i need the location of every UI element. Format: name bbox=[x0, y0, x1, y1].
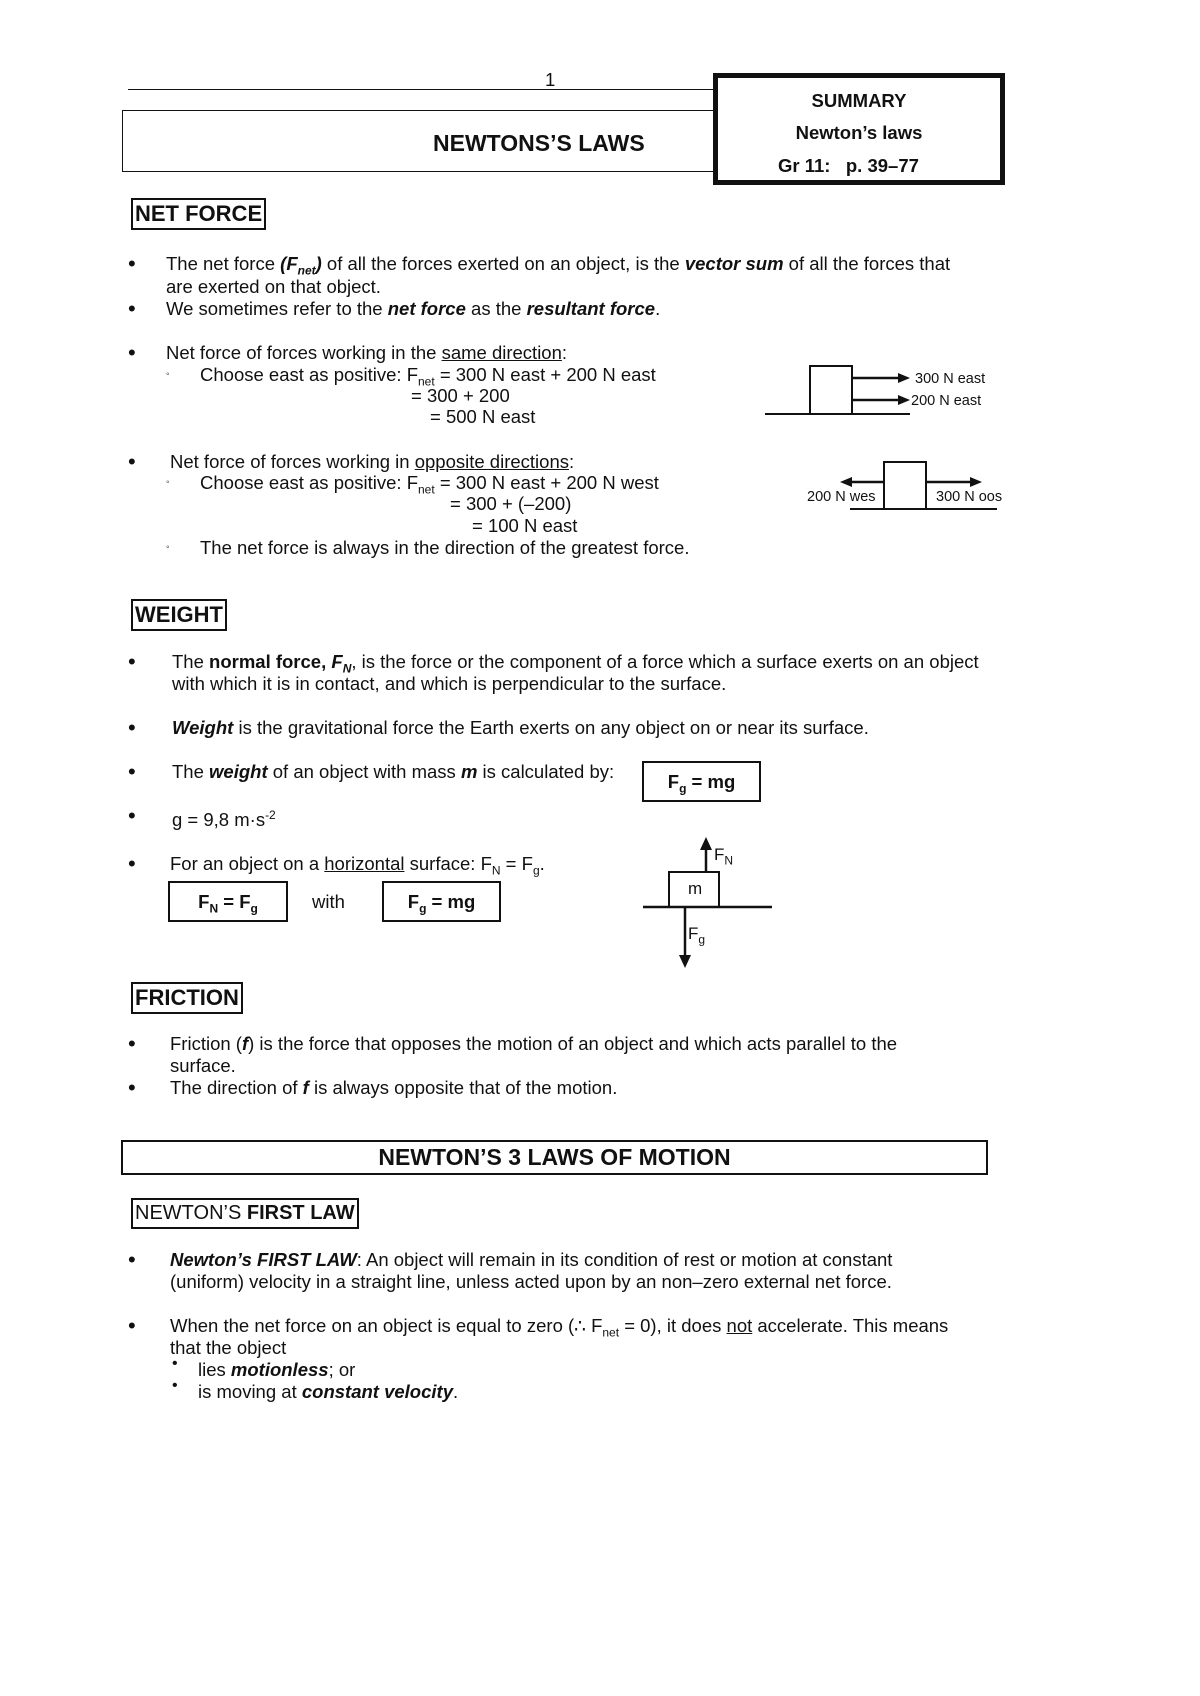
bullet: • bbox=[128, 851, 136, 876]
sub-bullet: • bbox=[172, 1355, 178, 1372]
normal-force-label: $F_N$ bbox=[714, 845, 734, 868]
force-label-200-west: 200 N wes bbox=[807, 489, 876, 505]
motionless-item: lies motionless; or bbox=[198, 1359, 356, 1380]
bullet: • bbox=[128, 1313, 136, 1338]
same-direction-diagram bbox=[760, 360, 1010, 420]
bullet: • bbox=[128, 340, 136, 365]
resultant-force-text: We sometimes refer to the net force as the resultant force. bbox=[166, 298, 661, 319]
friction-direction: The direction of f is always opposite that of the motion. bbox=[170, 1077, 618, 1098]
summary-subtitle: Newton’s laws bbox=[795, 122, 923, 143]
same-direction-calc-2: = 300 + 200 bbox=[411, 385, 510, 406]
heading-first-law: NEWTON’S FIRST LAW bbox=[131, 1198, 359, 1229]
grade-label: Gr 11: bbox=[778, 155, 831, 176]
heading-net-force: NET FORCE bbox=[131, 198, 266, 230]
same-direction-calc-1: Choose east as positive: $F_{net} = 300$ N east + 200 N east bbox=[200, 364, 656, 389]
bullet: • bbox=[128, 1075, 136, 1100]
weight-force-label: $F_g$ bbox=[688, 924, 706, 947]
heading-friction: FRICTION bbox=[131, 982, 243, 1014]
bullet: • bbox=[128, 1247, 136, 1272]
header-rule bbox=[128, 89, 718, 90]
bullet: • bbox=[128, 296, 136, 321]
first-law-statement-line2: (uniform) velocity in a straight line, unless acted upon by an non–zero external net force. bbox=[170, 1271, 892, 1292]
horizontal-surface-text: For an object on a horizontal surface: $F_N = F_g$. bbox=[170, 853, 545, 878]
net-force-def-line2: are exerted on that object. bbox=[166, 276, 381, 297]
same-direction-text: Net force of forces working in the same direction: bbox=[166, 342, 568, 363]
first-law-statement: Newton’s FIRST LAW: An object will remain in its condition of rest or motion at constant bbox=[170, 1249, 893, 1270]
opposite-direction-text: Net force of forces working in opposite directions: bbox=[170, 451, 575, 472]
opposite-direction-diagram bbox=[800, 455, 1010, 515]
bullet: • bbox=[128, 1031, 136, 1056]
formula-box-fg-mg-2: $F_g$ = mg bbox=[382, 881, 501, 922]
heading-weight: WEIGHT bbox=[131, 599, 227, 631]
weight-def: Weight is the gravitational force the Earth exerts on any object on or near its surface. bbox=[172, 717, 869, 738]
constant-velocity-item: is moving at constant velocity. bbox=[198, 1381, 459, 1402]
gravity-value: g = 9,8 $m\cdot s^{-2}$ bbox=[172, 808, 276, 831]
summary-box bbox=[713, 73, 1005, 185]
friction-def-line2: surface. bbox=[170, 1055, 236, 1076]
opposite-direction-calc-2: = 300 + (–200) bbox=[450, 493, 572, 514]
sub-bullet: ◦ bbox=[166, 542, 170, 553]
net-force-def: The net force $(F_{net})$ of all the forces exerted on an object, is the vector sum of all the forces that bbox=[166, 253, 951, 278]
zero-net-force-text: When the net force on an object is equal to zero (∴ $F_{net} = 0$), it does not accelerate. This means bbox=[170, 1315, 949, 1340]
force-label-300-east-opp: 300 N oos bbox=[936, 489, 1003, 505]
zero-net-force-line2: that the object bbox=[170, 1337, 287, 1358]
summary-grade bbox=[778, 155, 919, 177]
normal-force-def-line2: with which it is in contact, and which is perpendicular to the surface. bbox=[172, 673, 727, 694]
opposite-direction-calc-3: = 100 N east bbox=[472, 515, 578, 536]
weight-calc-text: The weight of an object with mass m is calculated by: bbox=[172, 761, 615, 782]
force-label-300-east: 300 N east bbox=[915, 371, 986, 387]
formula-box-fn-fg: $F_N = F_g$ bbox=[168, 881, 288, 922]
formula-box-fg-mg: $F_g$ = mg bbox=[642, 761, 761, 802]
with-text: with bbox=[312, 891, 345, 912]
bullet: • bbox=[128, 759, 136, 784]
sub-bullet: ◦ bbox=[166, 369, 170, 380]
page-number: 1 bbox=[545, 69, 556, 90]
mass-label: m bbox=[688, 879, 703, 898]
normal-force-def: The normal force, $F_N$, is the force or the component of a force which a surface exerts on an object bbox=[172, 651, 979, 676]
bullet: • bbox=[128, 715, 136, 740]
bullet: • bbox=[128, 649, 136, 674]
greatest-force-note: The net force is always in the direction of the greatest force. bbox=[200, 537, 690, 558]
same-direction-calc-3: = 500 N east bbox=[430, 406, 536, 427]
sub-bullet: ◦ bbox=[166, 477, 170, 488]
opposite-direction-calc-1: Choose east as positive: $F_{net} = 300$ N east + 200 N west bbox=[200, 472, 659, 497]
page-title: NEWTONS’S LAWS bbox=[433, 130, 645, 156]
free-body-diagram bbox=[640, 832, 780, 974]
sub-bullet: • bbox=[172, 1377, 178, 1394]
page-range: p. 39–77 bbox=[845, 155, 919, 176]
laws-banner: NEWTON’S 3 LAWS OF MOTION bbox=[121, 1140, 988, 1175]
summary-title: SUMMARY bbox=[811, 90, 907, 111]
friction-def: Friction (f) is the force that opposes the motion of an object and which acts parallel to the bbox=[170, 1033, 898, 1054]
force-label-200-east: 200 N east bbox=[911, 393, 982, 409]
title-box bbox=[122, 110, 715, 172]
bullet: • bbox=[128, 803, 136, 828]
bullet: • bbox=[128, 251, 136, 276]
bullet: • bbox=[128, 449, 136, 474]
